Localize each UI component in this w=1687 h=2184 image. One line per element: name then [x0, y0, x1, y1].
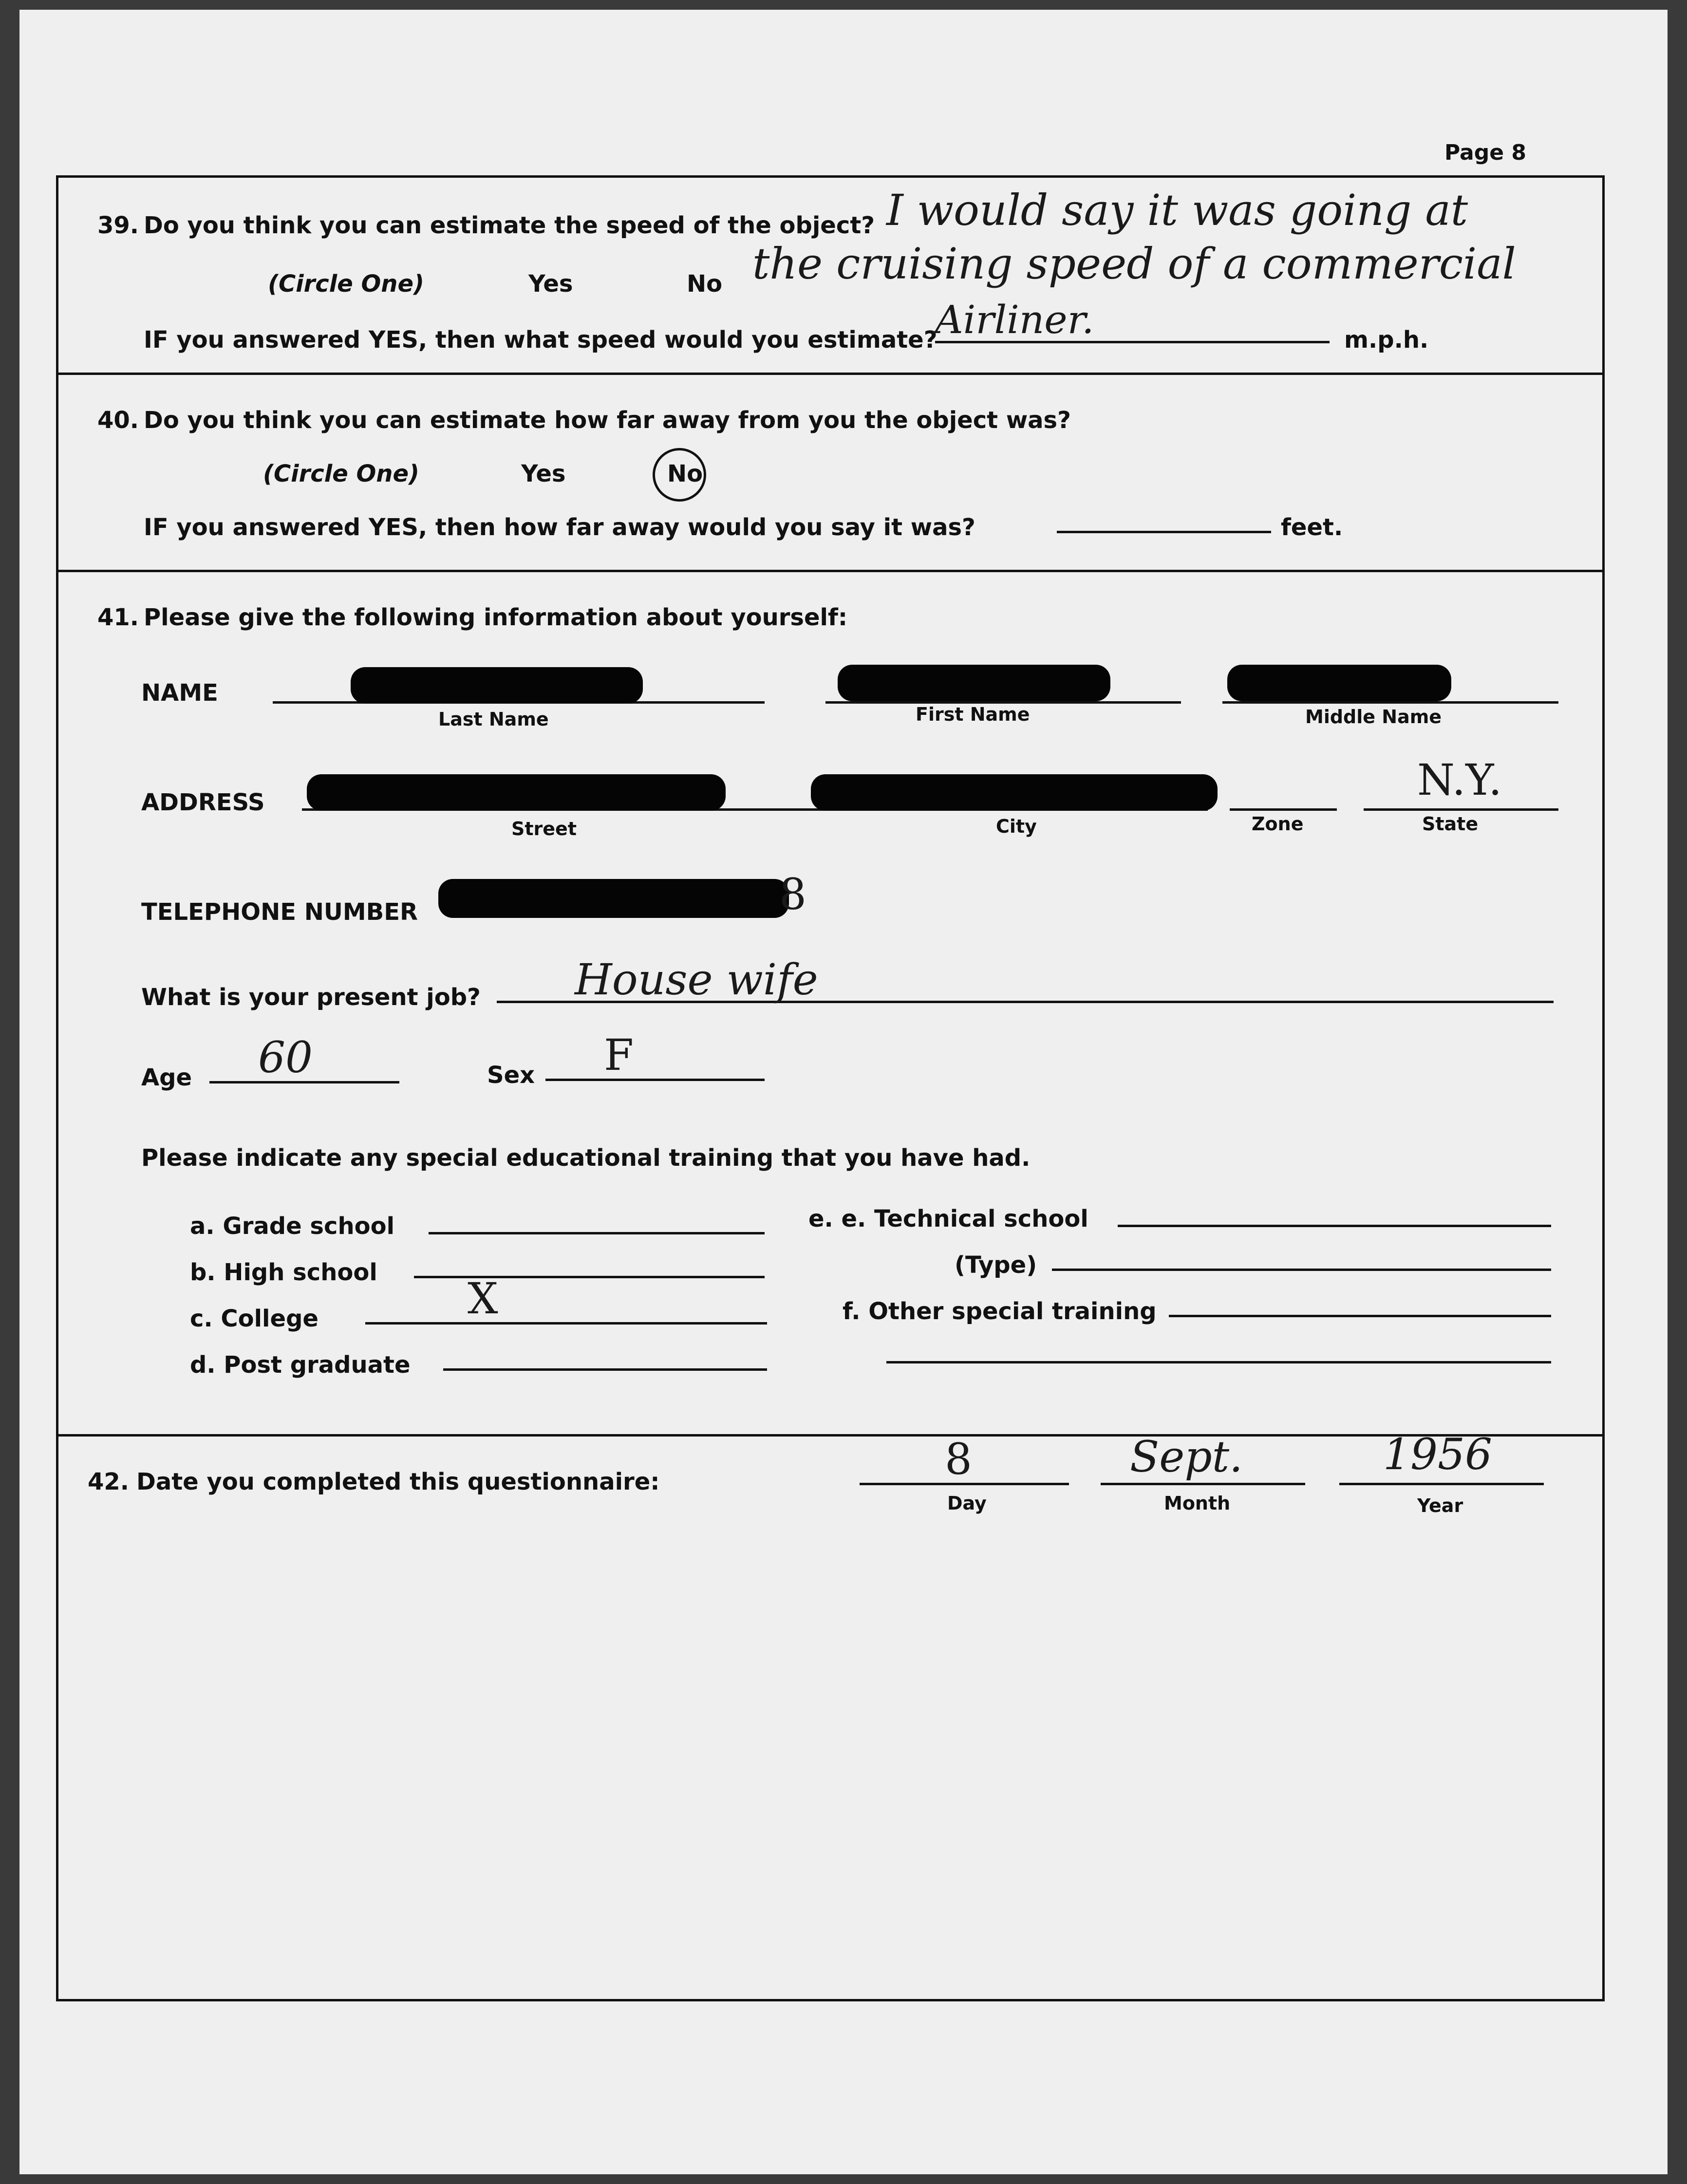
- zone-caption: Zone: [1252, 813, 1304, 835]
- divider-41-42: [58, 1434, 1602, 1437]
- q39-unit: m.p.h.: [1344, 326, 1429, 354]
- state-line: [1364, 808, 1558, 811]
- job-value: House wife: [575, 954, 818, 1005]
- redaction-street: [307, 774, 726, 811]
- middle-name-caption: Middle Name: [1305, 706, 1442, 728]
- training-f-line: [1169, 1315, 1551, 1317]
- q39-answer-line1: I would say it was going at: [886, 185, 1468, 235]
- q40-distance-line: [1057, 531, 1271, 533]
- divider-39-40: [58, 373, 1602, 375]
- training-type-line: [1052, 1269, 1551, 1271]
- q39-answer-line2: the cruising speed of a commercial: [752, 239, 1516, 289]
- q40-unit: feet.: [1281, 514, 1343, 541]
- training-a-line: [429, 1232, 765, 1234]
- zone-line: [1230, 808, 1337, 811]
- last-name-caption: Last Name: [438, 709, 549, 730]
- sex-value: F: [604, 1030, 634, 1080]
- month-value: Sept.: [1130, 1432, 1243, 1482]
- day-caption: Day: [947, 1493, 987, 1514]
- q39-speed-line: [935, 341, 1330, 343]
- training-d-line: [443, 1368, 767, 1371]
- job-label: What is your present job?: [141, 984, 481, 1011]
- year-line: [1339, 1483, 1544, 1485]
- q40-circle-one: (Circle One): [263, 460, 419, 487]
- training-type: (Type): [955, 1251, 1037, 1279]
- middle-name-line: [1222, 701, 1558, 704]
- q39-number: 39.: [97, 212, 139, 239]
- age-value: 60: [258, 1032, 313, 1083]
- training-a: a. Grade school: [190, 1213, 395, 1240]
- page-number: Page 8: [1444, 140, 1526, 165]
- q39-answer-line3: Airliner.: [935, 297, 1094, 342]
- training-c: c. College: [190, 1305, 319, 1332]
- training-prompt: Please indicate any special educational training that you have had.: [141, 1144, 1031, 1172]
- divider-40-41: [58, 570, 1602, 572]
- document-page: [19, 10, 1668, 2174]
- name-label: NAME: [141, 679, 218, 707]
- first-name-caption: First Name: [916, 704, 1030, 725]
- q39-followup: IF you answered YES, then what speed would you estimate?: [144, 326, 937, 354]
- q40-no-circle-mark: [653, 448, 706, 502]
- redaction-first-name: [838, 665, 1110, 701]
- redaction-telephone: [438, 879, 789, 918]
- day-value: 8: [945, 1434, 972, 1484]
- training-f: f. Other special training: [843, 1298, 1157, 1325]
- redaction-last-name: [351, 667, 643, 704]
- address-label: ADDRESS: [141, 789, 265, 816]
- q41-prompt: Please give the following information about yourself:: [144, 604, 848, 631]
- training-d: d. Post graduate: [190, 1351, 411, 1379]
- month-line: [1101, 1483, 1305, 1485]
- questionnaire-form: [56, 175, 1605, 2001]
- q39-yes-option[interactable]: Yes: [528, 270, 573, 298]
- q40-question: Do you think you can estimate how far away from you the object was?: [144, 407, 1071, 434]
- q40-followup: IF you answered YES, then how far away would you say it was?: [144, 514, 975, 541]
- training-b-line: [414, 1276, 765, 1278]
- training-b: b. High school: [190, 1259, 377, 1286]
- training-e: e. e. Technical school: [808, 1205, 1088, 1232]
- sex-line: [545, 1079, 765, 1081]
- q40-no-option[interactable]: No: [667, 460, 703, 487]
- telephone-fragment: 8: [779, 869, 806, 919]
- training-c-mark: X: [468, 1273, 498, 1324]
- q39-no-option[interactable]: No: [687, 270, 723, 298]
- q41-number: 41.: [97, 604, 139, 631]
- telephone-label: TELEPHONE NUMBER: [141, 898, 418, 926]
- q40-yes-option[interactable]: Yes: [521, 460, 566, 487]
- q42-prompt: Date you completed this questionnaire:: [136, 1468, 660, 1495]
- year-value: 1956: [1383, 1429, 1492, 1479]
- state-caption: State: [1422, 813, 1479, 835]
- year-caption: Year: [1417, 1495, 1463, 1516]
- redaction-city: [811, 774, 1218, 811]
- q40-number: 40.: [97, 407, 139, 434]
- city-caption: City: [996, 816, 1037, 837]
- redaction-middle-name: [1227, 665, 1451, 701]
- training-f-line-2: [886, 1361, 1551, 1363]
- q39-circle-one: (Circle One): [268, 270, 424, 298]
- street-caption: Street: [511, 818, 577, 840]
- q39-question: Do you think you can estimate the speed of the object?: [144, 212, 875, 239]
- state-value: N.Y.: [1417, 755, 1502, 805]
- age-label: Age: [141, 1064, 192, 1091]
- q42-number: 42.: [88, 1468, 130, 1495]
- month-caption: Month: [1164, 1493, 1231, 1514]
- training-c-line: [365, 1322, 767, 1325]
- training-e-line: [1118, 1225, 1551, 1227]
- sex-label: Sex: [487, 1062, 535, 1089]
